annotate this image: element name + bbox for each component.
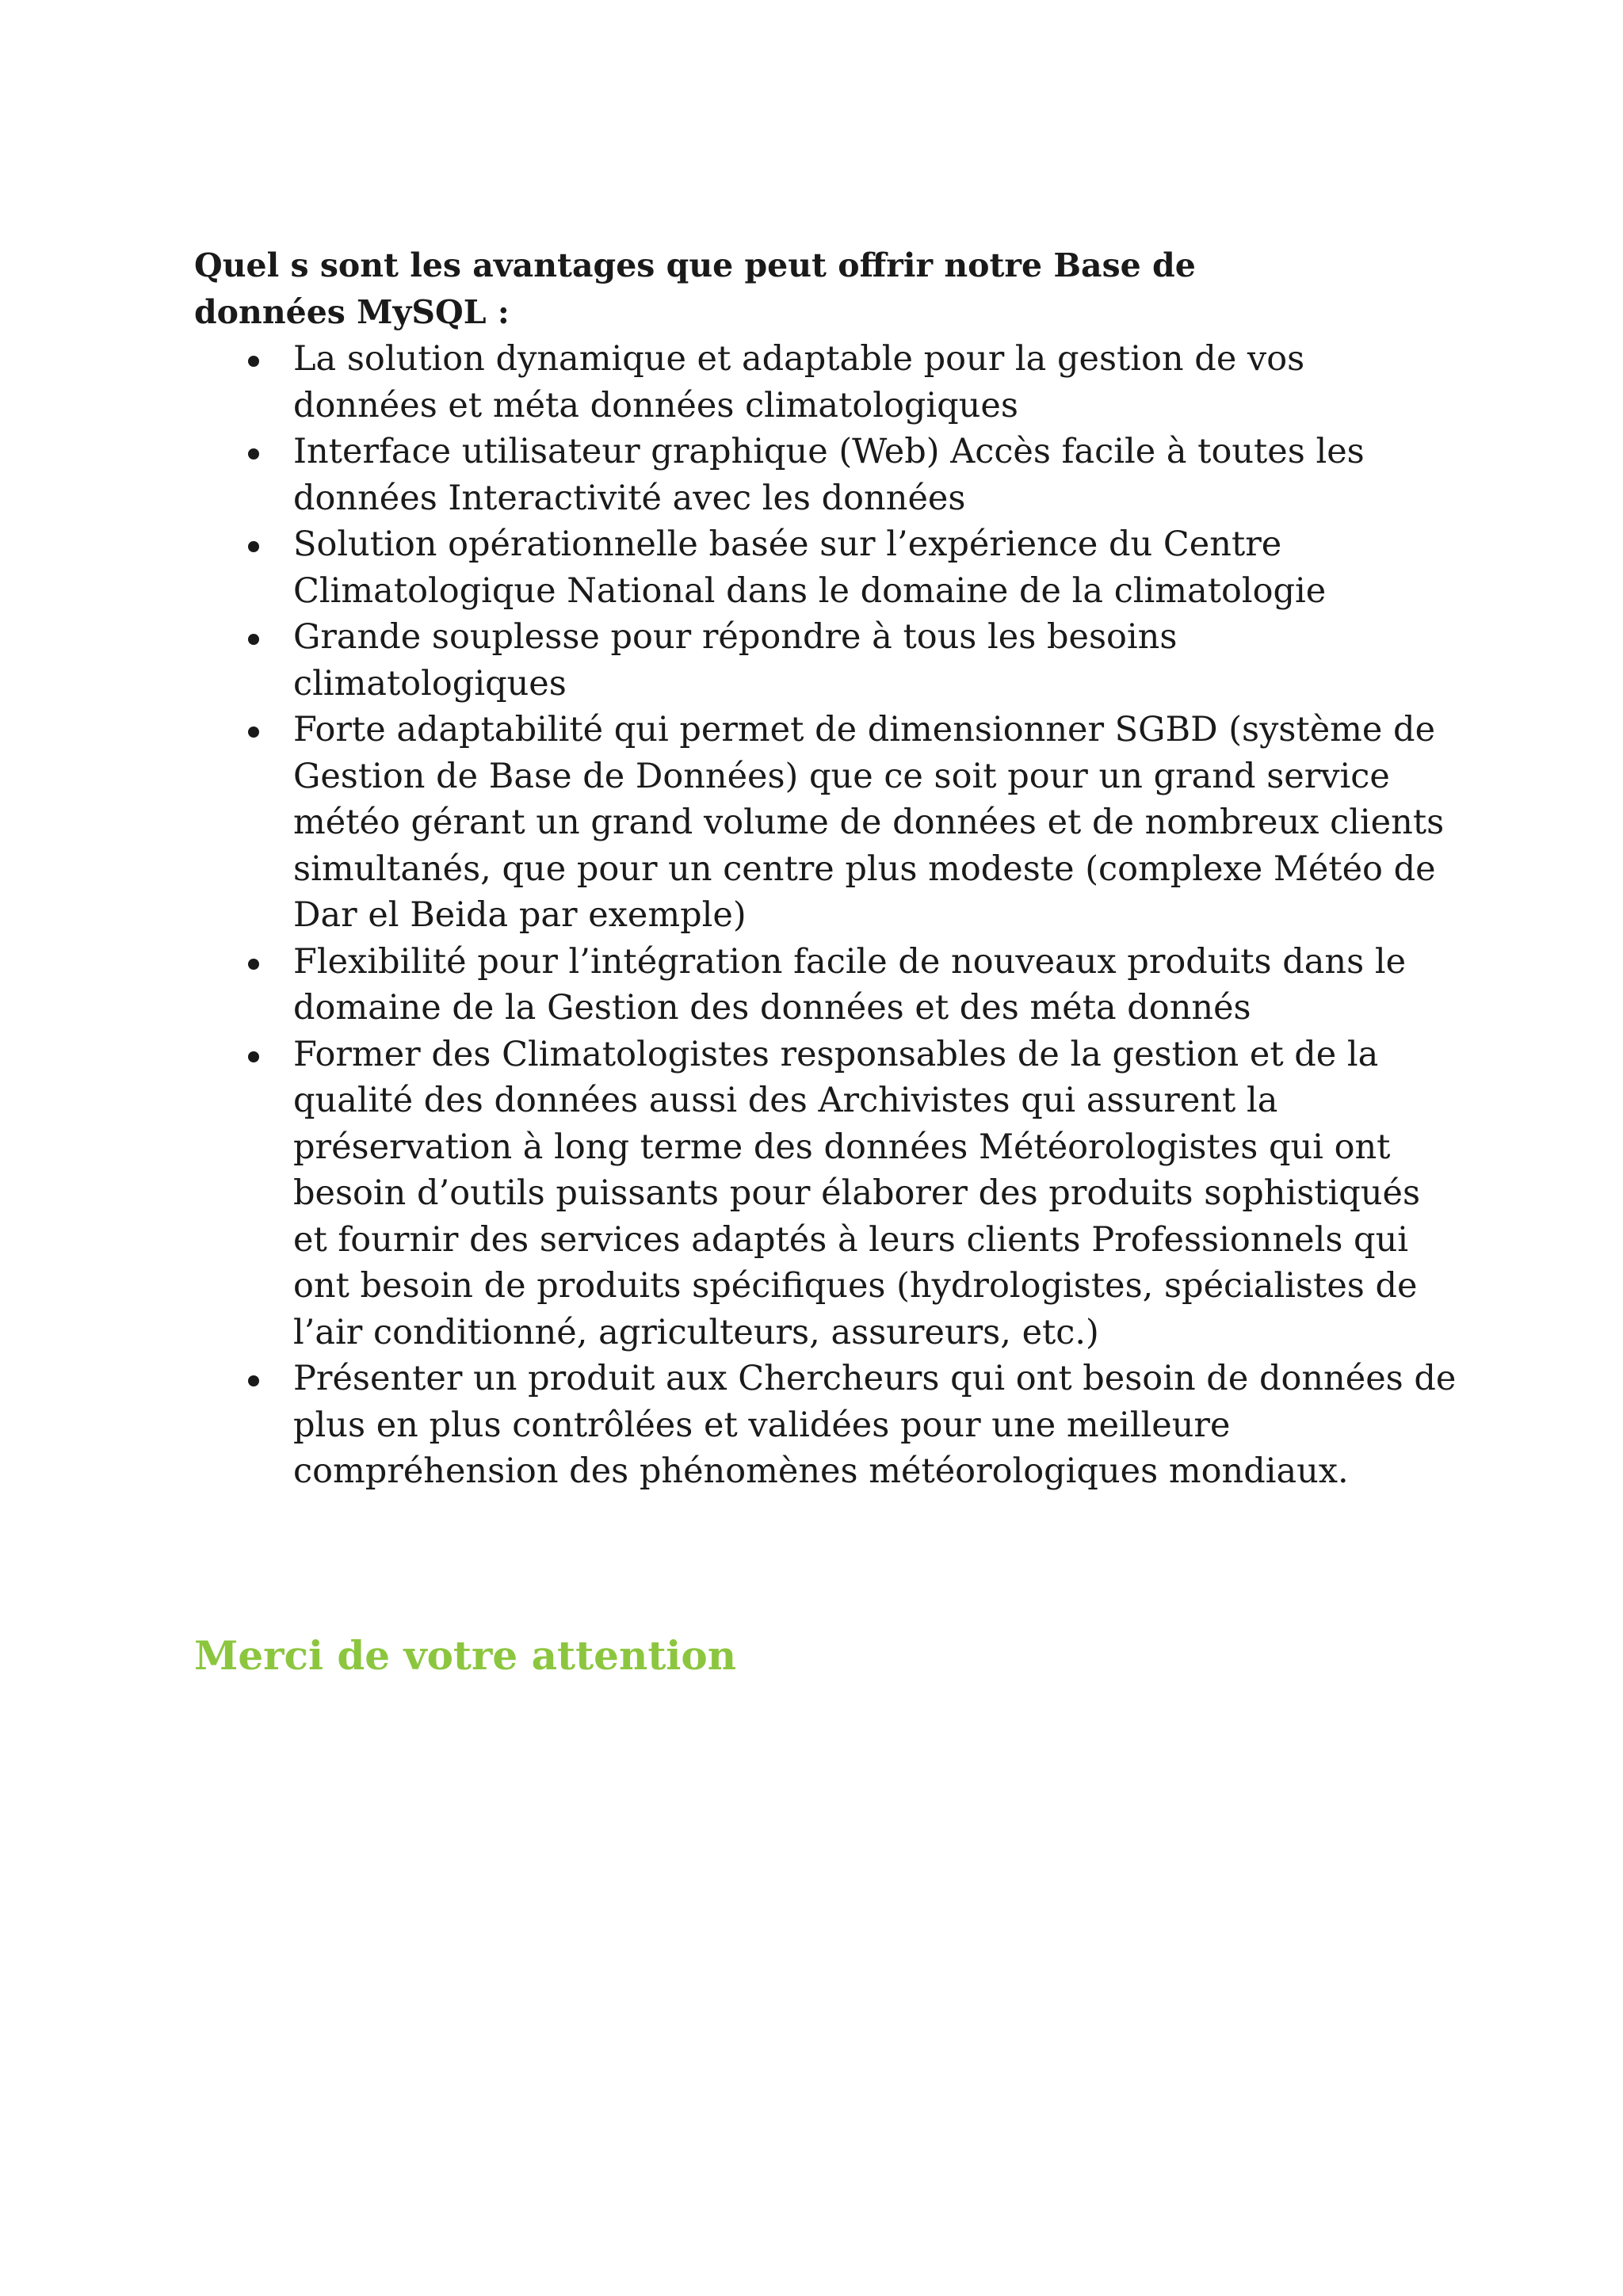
list-item-text: Interface utilisateur graphique (Web) Accès facile à toutes les données Interactivité avec les données [293,432,1365,518]
list-item [194,1032,1458,1356]
list-item-text: Grande souplesse pour répondre à tous les besoins climatologiques [293,617,1178,704]
bullet-icon [248,1051,259,1062]
list-item-text: Flexibilité pour l’intégration facile de nouveaux produits dans le domaine de la Gestion des données et des méta donnés [293,941,1407,1028]
bullet-icon [248,1375,259,1386]
bullet-icon [248,727,259,738]
list-item [194,614,1458,707]
list-item [194,521,1458,614]
list-item-text: Solution opérationnelle basée sur l’expérience du Centre Climatologique National dans le domaine de la climatologie [293,524,1327,611]
bullet-icon [248,448,259,460]
document-body [194,242,1462,1495]
advantages-list [194,336,1462,1495]
list-item [194,707,1458,939]
list-item [194,939,1458,1032]
list-item [194,1356,1458,1495]
list-item-text: Former des Climatologistes responsables de la gestion et de la qualité des données aussi des Archivistes qui assurent la préservation à long terme des données Météorologistes qui ont besoin d’outils puissants pour élaborer des produits sophistiqués et fournir des services adaptés à leurs clients Professionnels qui ont besoin de produits spécifiques (hydrologistes, spécialistes de l’air conditionné, agriculteurs, assureurs, etc.) [293,1034,1421,1352]
bullet-icon [248,634,259,645]
bullet-icon [248,959,259,970]
list-item-text: La solution dynamique et adaptable pour la gestion de vos données et méta données climatologiques [293,339,1305,425]
closing-title: Merci de votre attention [194,1632,737,1679]
list-item-text: Forte adaptabilité qui permet de dimensionner SGBD (système de Gestion de Base de Données) que ce soit pour un grand service météo gérant un grand volume de données et de nombreux clients simultanés, que pour un centre plus modeste (complexe Météo de Dar el Beida par exemple) [293,710,1445,935]
list-item-text: Présenter un produit aux Chercheurs qui ont besoin de données de plus en plus contrôlées et validées pour une meilleure compréhension des phénomènes météorologiques mondiaux. [293,1359,1457,1491]
bullet-icon [248,356,259,367]
list-item [194,429,1458,521]
list-item [194,336,1458,429]
bullet-icon [248,541,259,552]
section-heading: Quel s sont les avantages que peut offrir notre Base de données MySQL : [194,246,1196,331]
